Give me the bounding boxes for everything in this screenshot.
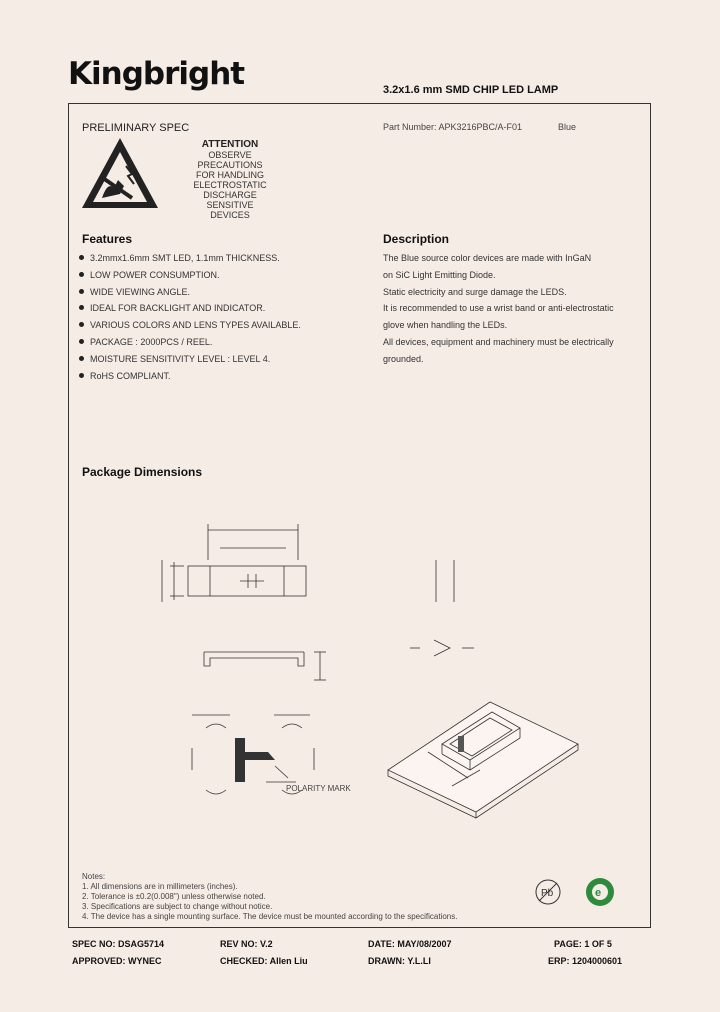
footer-date: DATE: MAY/08/2007	[368, 939, 452, 949]
feature-item	[79, 267, 301, 284]
note-item: 2. Tolerance is ±0.2(0.008") unless otherwise noted.	[82, 892, 266, 901]
footer-page: PAGE: 1 OF 5	[554, 939, 612, 949]
footer-checked: CHECKED: Allen Liu	[220, 956, 308, 966]
spec-status: PRELIMINARY SPEC	[82, 122, 190, 134]
feature-item	[79, 334, 301, 351]
note-item: 1. All dimensions are in millimeters (inches).	[82, 882, 238, 891]
footer-drawn: DRAWN: Y.L.LI	[368, 956, 431, 966]
bullet-icon	[79, 322, 84, 327]
svg-text:Pb: Pb	[541, 888, 554, 899]
compliance-marks	[530, 872, 620, 912]
features-list	[79, 250, 301, 384]
esd-warning-icon	[80, 136, 160, 210]
description-line: glove when handling the LEDs.	[383, 320, 508, 331]
attention-line: OBSERVE PRECAUTIONS	[197, 150, 263, 170]
feature-text: LOW POWER CONSUMPTION.	[90, 269, 220, 280]
footer-approved: APPROVED: WYNEC	[72, 956, 162, 966]
description-line: grounded.	[383, 353, 424, 364]
attention-line: ELECTROSTATIC	[193, 180, 267, 190]
description-text	[383, 250, 614, 368]
package-dimensions-heading: Package Dimensions	[82, 465, 203, 479]
attention-title: ATTENTION	[201, 139, 259, 150]
bullet-icon	[79, 272, 84, 277]
bullet-icon	[79, 305, 84, 310]
bullet-icon	[79, 356, 84, 361]
feature-item	[79, 284, 301, 301]
feature-item	[79, 368, 301, 385]
attention-line: DEVICES	[210, 210, 250, 220]
description-line: All devices, equipment and machinery must be electrically	[383, 336, 614, 347]
part-number: Part Number: APK3216PBC/A-F01	[383, 122, 523, 132]
description-line: It is recommended to use a wrist band or anti-electrostatic	[383, 303, 614, 314]
package-dimensions-drawing	[70, 490, 650, 850]
feature-item	[79, 250, 301, 267]
footer-rev-no: REV NO: V.2	[220, 939, 273, 949]
footer-spec-no: SPEC NO: DSAG5714	[72, 939, 165, 949]
description-line: on SiC Light Emitting Diode.	[383, 269, 496, 280]
features-heading: Features	[82, 232, 133, 246]
feature-text: IDEAL FOR BACKLIGHT AND INDICATOR.	[90, 303, 266, 314]
note-item: 4. The device has a single mounting surface. The device must be mounted according to the specifications.	[82, 912, 458, 921]
feature-text: 3.2mmx1.6mm SMT LED, 1.1mm THICKNESS.	[90, 253, 280, 263]
attention-line: FOR HANDLING	[195, 170, 264, 180]
feature-text: MOISTURE SENSITIVITY LEVEL : LEVEL 4.	[90, 353, 271, 364]
footer-erp: ERP: 1204000601	[548, 956, 623, 966]
feature-item	[79, 300, 301, 317]
bullet-icon	[79, 339, 84, 344]
attention-line: DISCHARGE	[203, 190, 257, 200]
svg-text:e: e	[595, 887, 602, 899]
note-item: 3. Specifications are subject to change without notice.	[82, 902, 273, 911]
feature-text: VARIOUS COLORS AND LENS TYPES AVAILABLE.	[90, 320, 301, 331]
feature-item	[79, 351, 301, 368]
feature-item	[79, 317, 301, 334]
lead-free-icon	[536, 880, 560, 904]
esd-attention-block	[180, 139, 280, 220]
rohs-e-icon	[586, 878, 614, 906]
bullet-icon	[79, 373, 84, 378]
attention-line: SENSITIVE	[206, 200, 254, 210]
notes-block	[82, 872, 457, 922]
description-line: Static electricity and surge damage the LEDS.	[383, 286, 567, 297]
description-line: The Blue source color devices are made with InGaN	[383, 253, 592, 263]
part-color: Blue	[558, 122, 577, 132]
document-title: 3.2x1.6 mm SMD CHIP LED LAMP	[383, 84, 559, 96]
description-heading: Description	[383, 232, 450, 246]
feature-text: PACKAGE : 2000PCS / REEL.	[90, 336, 213, 347]
notes-title: Notes:	[82, 872, 106, 881]
bullet-icon	[79, 289, 84, 294]
feature-text: WIDE VIEWING ANGLE.	[90, 286, 191, 297]
brand-logo: Kingbright	[68, 56, 245, 92]
polarity-mark-label: POLARITY MARK	[286, 784, 351, 793]
feature-text: RoHS COMPLIANT.	[90, 370, 171, 381]
bullet-icon	[79, 255, 84, 260]
